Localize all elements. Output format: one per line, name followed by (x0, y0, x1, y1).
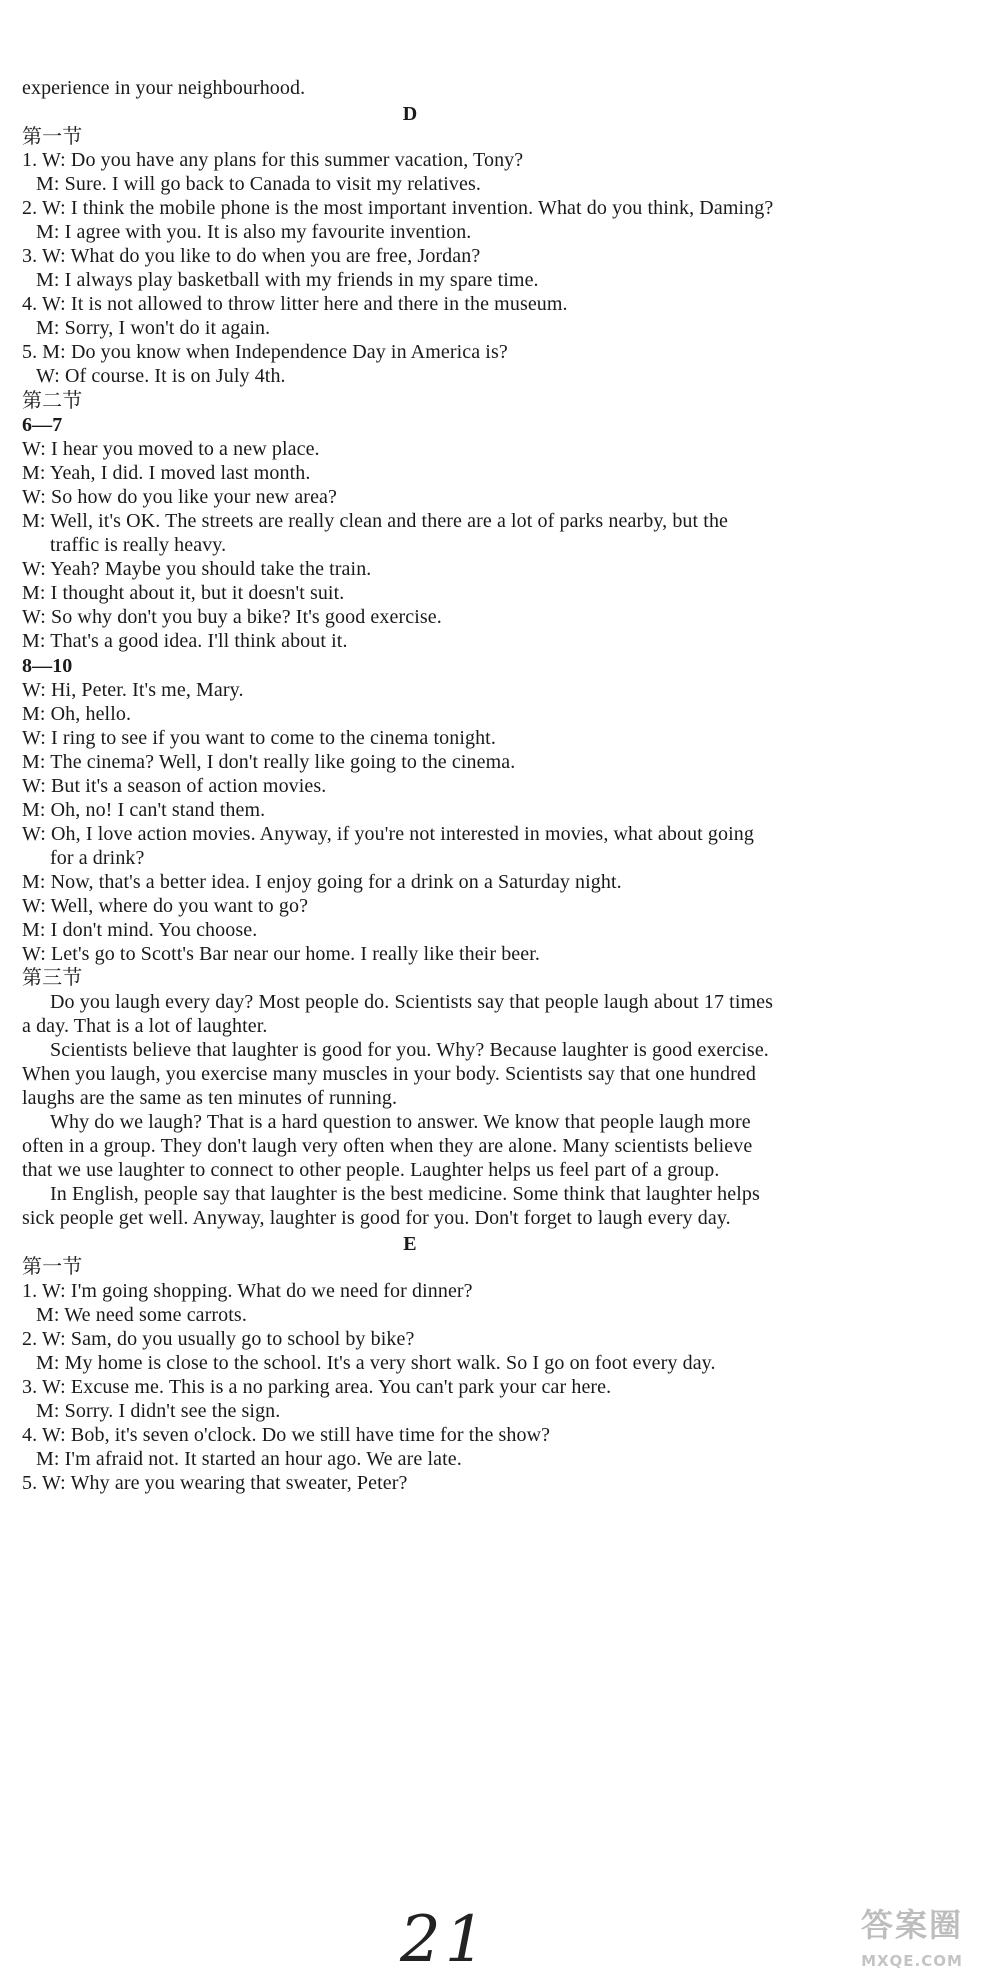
e-q1-w: 1. W: I'm going shopping. What do we need for dinner? (22, 1280, 473, 1302)
dialog2-line: W: Well, where do you want to go? (22, 895, 309, 917)
dialog2-line: for a drink? (50, 847, 145, 869)
intro-tail-line: experience in your neighbourhood. (22, 77, 306, 99)
dialog1-line: W: Yeah? Maybe you should take the train. (22, 558, 372, 580)
dialog-8-10-label: 8—10 (22, 655, 73, 677)
watermark-logo (832, 1900, 992, 1980)
d-q5-m: 5. M: Do you know when Independence Day in America is? (22, 341, 508, 363)
watermark-url: MXQE.COM (861, 1952, 963, 1970)
passage-line: Why do we laugh? That is a hard question to answer. We know that people laugh more (50, 1111, 751, 1133)
dialog2-line: M: The cinema? Well, I don't really like going to the cinema. (22, 751, 516, 773)
e-q4-w: 4. W: Bob, it's seven o'clock. Do we still have time for the show? (22, 1424, 551, 1446)
page-number: 21 (400, 1903, 490, 1977)
dialog2-line: W: I ring to see if you want to come to the cinema tonight. (22, 727, 496, 749)
dialog1-line: M: Yeah, I did. I moved last month. (22, 462, 311, 484)
dialog2-line: W: But it's a season of action movies. (22, 775, 327, 797)
e-q2-m: M: My home is close to the school. It's a very short walk. So I go on foot every day. (36, 1352, 716, 1374)
dialog1-line: traffic is really heavy. (50, 534, 227, 556)
watermark-logo-text: 答案圈 (860, 1906, 963, 1944)
e-q2-w: 2. W: Sam, do you usually go to school by bike? (22, 1328, 415, 1350)
d-q2-m: M: I agree with you. It is also my favourite invention. (36, 221, 472, 243)
dialog2-line: W: Hi, Peter. It's me, Mary. (22, 679, 244, 701)
passage-line: that we use laughter to connect to other people. Laughter helps us feel part of a group. (22, 1159, 720, 1181)
e-q5-w: 5. W: Why are you wearing that sweater, Peter? (22, 1472, 408, 1494)
dialog-6-7-label: 6—7 (22, 414, 63, 436)
section-d-part3-label: 第三节 (22, 967, 83, 989)
dialog1-line: M: Well, it's OK. The streets are really clean and there are a lot of parks nearby, but the (22, 510, 729, 532)
d-q3-m: M: I always play basketball with my friends in my spare time. (36, 269, 539, 291)
dialog2-line: W: Let's go to Scott's Bar near our home. I really like their beer. (22, 943, 541, 965)
e-q3-w: 3. W: Excuse me. This is a no parking area. You can't park your car here. (22, 1376, 612, 1398)
e-q4-m: M: I'm afraid not. It started an hour ago. We are late. (36, 1448, 462, 1470)
d-q5-w: W: Of course. It is on July 4th. (36, 365, 286, 387)
passage-line: Scientists believe that laughter is good for you. Why? Because laughter is good exercise. (50, 1039, 769, 1061)
section-d-part1-label: 第一节 (22, 126, 83, 148)
passage-line: sick people get well. Anyway, laughter is good for you. Don't forget to laugh every day. (22, 1207, 731, 1229)
section-e-part1-label: 第一节 (22, 1256, 83, 1278)
d-q1-w: 1. W: Do you have any plans for this summer vacation, Tony? (22, 149, 524, 171)
passage-line: often in a group. They don't laugh very often when they are alone. Many scientists believe (22, 1135, 753, 1157)
passage-line: laughs are the same as ten minutes of running. (22, 1087, 398, 1109)
section-e-title: E (403, 1233, 417, 1255)
e-q3-m: M: Sorry. I didn't see the sign. (36, 1400, 281, 1422)
dialog1-line: M: That's a good idea. I'll think about it. (22, 630, 348, 652)
dialog2-line: M: I don't mind. You choose. (22, 919, 258, 941)
e-q1-m: M: We need some carrots. (36, 1304, 247, 1326)
section-d-part2-label: 第二节 (22, 390, 83, 412)
passage-line: In English, people say that laughter is the best medicine. Some think that laughter helps (50, 1183, 760, 1205)
dialog1-line: W: So how do you like your new area? (22, 486, 337, 508)
dialog1-line: W: So why don't you buy a bike? It's good exercise. (22, 606, 442, 628)
dialog2-line: M: Oh, hello. (22, 703, 132, 725)
d-q4-w: 4. W: It is not allowed to throw litter here and there in the museum. (22, 293, 568, 315)
d-q1-m: M: Sure. I will go back to Canada to visit my relatives. (36, 173, 481, 195)
dialog2-line: M: Now, that's a better idea. I enjoy going for a drink on a Saturday night. (22, 871, 622, 893)
passage-line: When you laugh, you exercise many muscles in your body. Scientists say that one hundred (22, 1063, 756, 1085)
dialog2-line: M: Oh, no! I can't stand them. (22, 799, 266, 821)
dialog1-line: W: I hear you moved to a new place. (22, 438, 320, 460)
passage-line: a day. That is a lot of laughter. (22, 1015, 268, 1037)
d-q3-w: 3. W: What do you like to do when you are free, Jordan? (22, 245, 481, 267)
dialog1-line: M: I thought about it, but it doesn't suit. (22, 582, 345, 604)
passage-line: Do you laugh every day? Most people do. Scientists say that people laugh about 17 times (50, 991, 774, 1013)
d-q4-m: M: Sorry, I won't do it again. (36, 317, 271, 339)
d-q2-w: 2. W: I think the mobile phone is the most important invention. What do you think, Daming? (22, 197, 774, 219)
dialog2-line: W: Oh, I love action movies. Anyway, if you're not interested in movies, what about going (22, 823, 754, 845)
section-d-title: D (402, 103, 418, 125)
